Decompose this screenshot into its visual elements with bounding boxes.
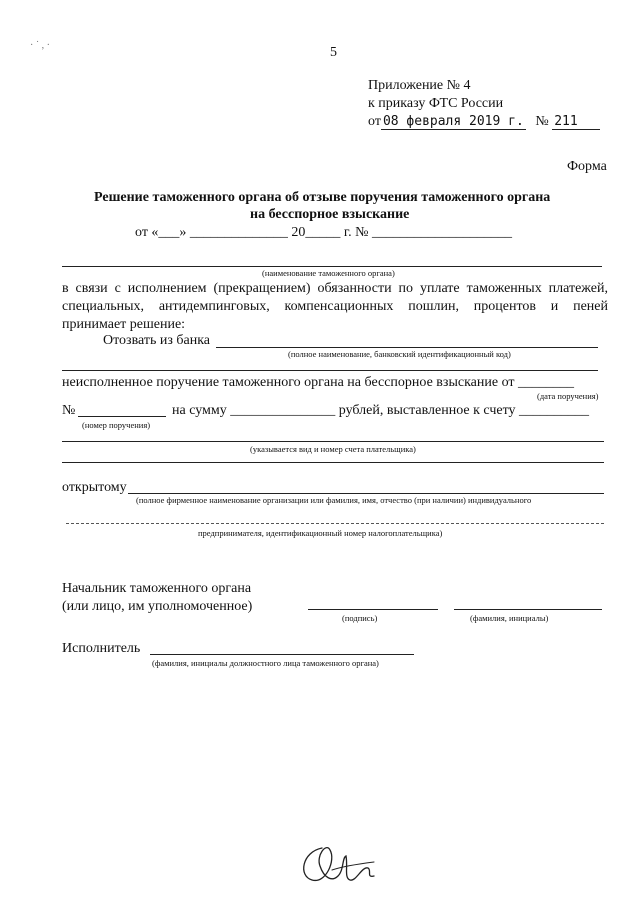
organization-line	[128, 493, 604, 494]
bank-name-line-2	[62, 370, 598, 371]
account-line-2	[62, 462, 604, 463]
page-number: 5	[330, 45, 337, 60]
surname-line	[454, 609, 602, 610]
number-prefix: №	[535, 114, 549, 129]
decision-date-number-line: от «___» ______________ 20_____ г. № ____________________	[135, 225, 512, 240]
order-date-caption: (дата поручения)	[537, 391, 599, 401]
order-reference: к приказу ФТС России	[368, 96, 504, 111]
bank-name-line	[216, 347, 598, 348]
order-number: 211	[552, 114, 599, 130]
scan-marks: · ˙ , ·	[30, 40, 50, 51]
order-number-line	[78, 416, 166, 417]
head-title-line1: Начальник таможенного органа	[62, 581, 252, 596]
revoke-from-bank-label: Отозвать из банка	[103, 333, 211, 348]
order-date-line	[368, 113, 600, 131]
surname-caption: (фамилия, инициалы)	[470, 613, 549, 623]
from-prefix: от	[368, 114, 381, 129]
body-line-1: в связи с исполнением (прекращением) обязанности по уплате таможенных платежей,	[62, 281, 608, 296]
organization-line-2	[66, 523, 604, 524]
handwritten-signature	[292, 836, 378, 892]
form-label: Форма	[567, 159, 607, 174]
bank-name-caption: (полное наименование, банковский идентификационный код)	[288, 349, 511, 359]
executor-label: Исполнитель	[62, 641, 141, 656]
sum-account-text: на сумму _______________ рублей, выставленное к счету __________	[172, 403, 590, 418]
order-date: 08 февраля 2019 г.	[382, 114, 524, 129]
document-title-line1: Решение таможенного органа об отзыве поручения таможенного органа	[94, 190, 551, 205]
body-line-2: специальных, антидемпинговых, компенсационных пошлин, процентов и пеней	[62, 299, 608, 314]
opened-to-label: открытому	[62, 480, 127, 495]
head-title-line2: (или лицо, им уполномоченное)	[62, 599, 253, 614]
account-line	[62, 441, 604, 442]
appendix-label: Приложение № 4	[368, 78, 471, 93]
account-caption: (указывается вид и номер счета плательщика)	[250, 444, 416, 454]
order-number-caption: (номер поручения)	[82, 420, 151, 430]
entrepreneur-caption: предпринимателя, идентификационный номер налогоплательщика)	[198, 528, 443, 538]
executor-line	[150, 654, 414, 655]
customs-name-caption: (наименование таможенного органа)	[262, 268, 395, 278]
unfulfilled-order-text: неисполненное поручение таможенного органа на бесспорное взыскание от ________	[62, 375, 574, 390]
document-title-line2: на бесспорное взыскание	[250, 207, 410, 222]
signature-line	[308, 609, 438, 610]
order-number-sign: №	[62, 403, 76, 418]
organization-caption: (полное фирменное наименование организации или фамилия, имя, отчество (при наличии) индивидуального	[136, 495, 532, 505]
signature-caption: (подпись)	[342, 613, 378, 623]
executor-caption: (фамилия, инициалы должностного лица таможенного органа)	[152, 658, 379, 668]
customs-name-line	[62, 266, 602, 267]
body-line-3: принимает решение:	[62, 317, 186, 332]
